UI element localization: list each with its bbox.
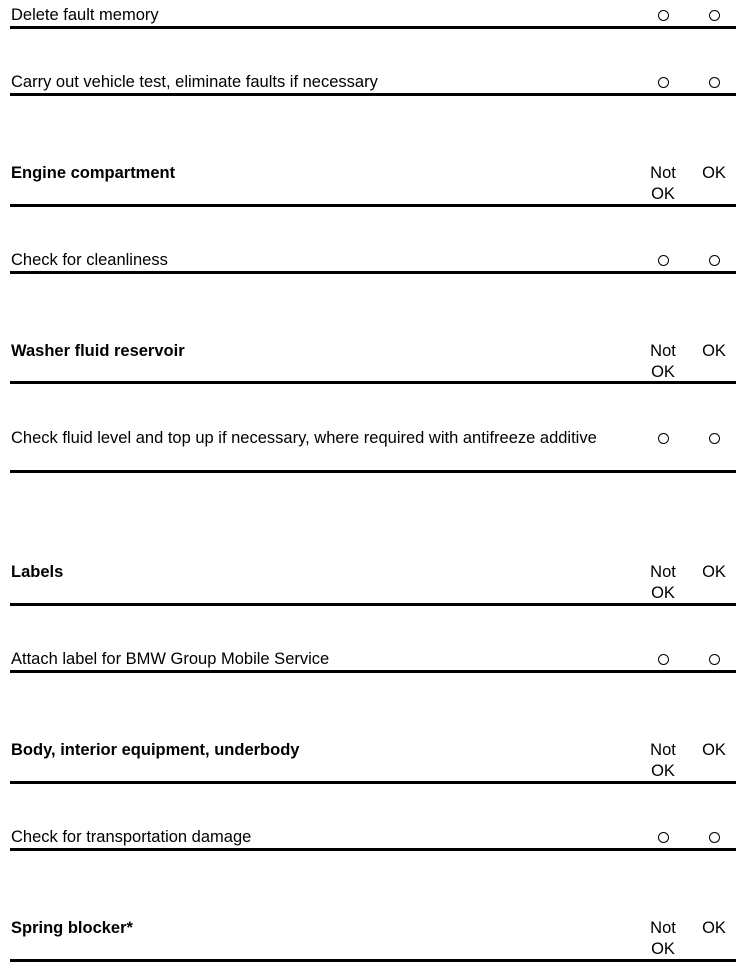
ok-cell	[703, 827, 725, 848]
not-ok-cell	[652, 827, 674, 848]
row-divider	[10, 670, 736, 673]
row-divider	[10, 603, 736, 606]
section-title: Engine compartment	[11, 164, 176, 182]
row-divider	[10, 204, 736, 207]
ok-radio[interactable]	[709, 255, 720, 266]
not-ok-radio[interactable]	[658, 433, 669, 444]
column-header-ok: OK	[702, 164, 726, 182]
ok-cell	[703, 428, 725, 449]
column-header-ok: OK	[702, 563, 726, 581]
ok-radio[interactable]	[709, 433, 720, 444]
not-ok-cell	[652, 649, 674, 670]
item-label: Check for cleanliness	[11, 251, 168, 269]
ok-radio[interactable]	[709, 77, 720, 88]
column-header-not-ok: Not OK	[650, 164, 676, 203]
not-ok-cell	[652, 428, 674, 449]
row-divider	[10, 781, 736, 784]
not-ok-radio[interactable]	[658, 654, 669, 665]
column-header-not-ok: Not OK	[650, 919, 676, 958]
not-ok-cell	[652, 250, 674, 271]
item-label: Check fluid level and top up if necessary, where required with antifreeze additive	[11, 429, 597, 447]
column-header-ok: OK	[702, 342, 726, 360]
ok-cell	[703, 72, 725, 93]
not-ok-radio[interactable]	[658, 10, 669, 21]
column-header-not-ok: Not OK	[650, 741, 676, 780]
item-label: Carry out vehicle test, eliminate faults if necessary	[11, 73, 378, 91]
not-ok-radio[interactable]	[658, 255, 669, 266]
ok-radio[interactable]	[709, 832, 720, 843]
section-title: Body, interior equipment, underbody	[11, 741, 300, 759]
section-title: Labels	[11, 563, 64, 581]
ok-radio[interactable]	[709, 654, 720, 665]
row-divider	[10, 26, 736, 29]
item-label: Delete fault memory	[11, 6, 159, 24]
ok-cell	[703, 5, 725, 26]
ok-cell	[703, 649, 725, 670]
not-ok-radio[interactable]	[658, 832, 669, 843]
row-divider	[10, 271, 736, 274]
row-divider	[10, 848, 736, 851]
ok-radio[interactable]	[709, 10, 720, 21]
column-header-ok: OK	[702, 919, 726, 937]
item-label: Check for transportation damage	[11, 828, 252, 846]
column-header-not-ok: Not OK	[650, 342, 676, 381]
column-header-ok: OK	[702, 741, 726, 759]
item-label: Attach label for BMW Group Mobile Service	[11, 650, 330, 668]
not-ok-cell	[652, 72, 674, 93]
row-divider	[10, 959, 736, 962]
section-title: Spring blocker*	[11, 919, 133, 937]
row-divider	[10, 470, 736, 473]
not-ok-cell	[652, 5, 674, 26]
column-header-not-ok: Not OK	[650, 563, 676, 602]
row-divider	[10, 381, 736, 384]
not-ok-radio[interactable]	[658, 77, 669, 88]
ok-cell	[703, 250, 725, 271]
row-divider	[10, 93, 736, 96]
section-title: Washer fluid reservoir	[11, 342, 185, 360]
